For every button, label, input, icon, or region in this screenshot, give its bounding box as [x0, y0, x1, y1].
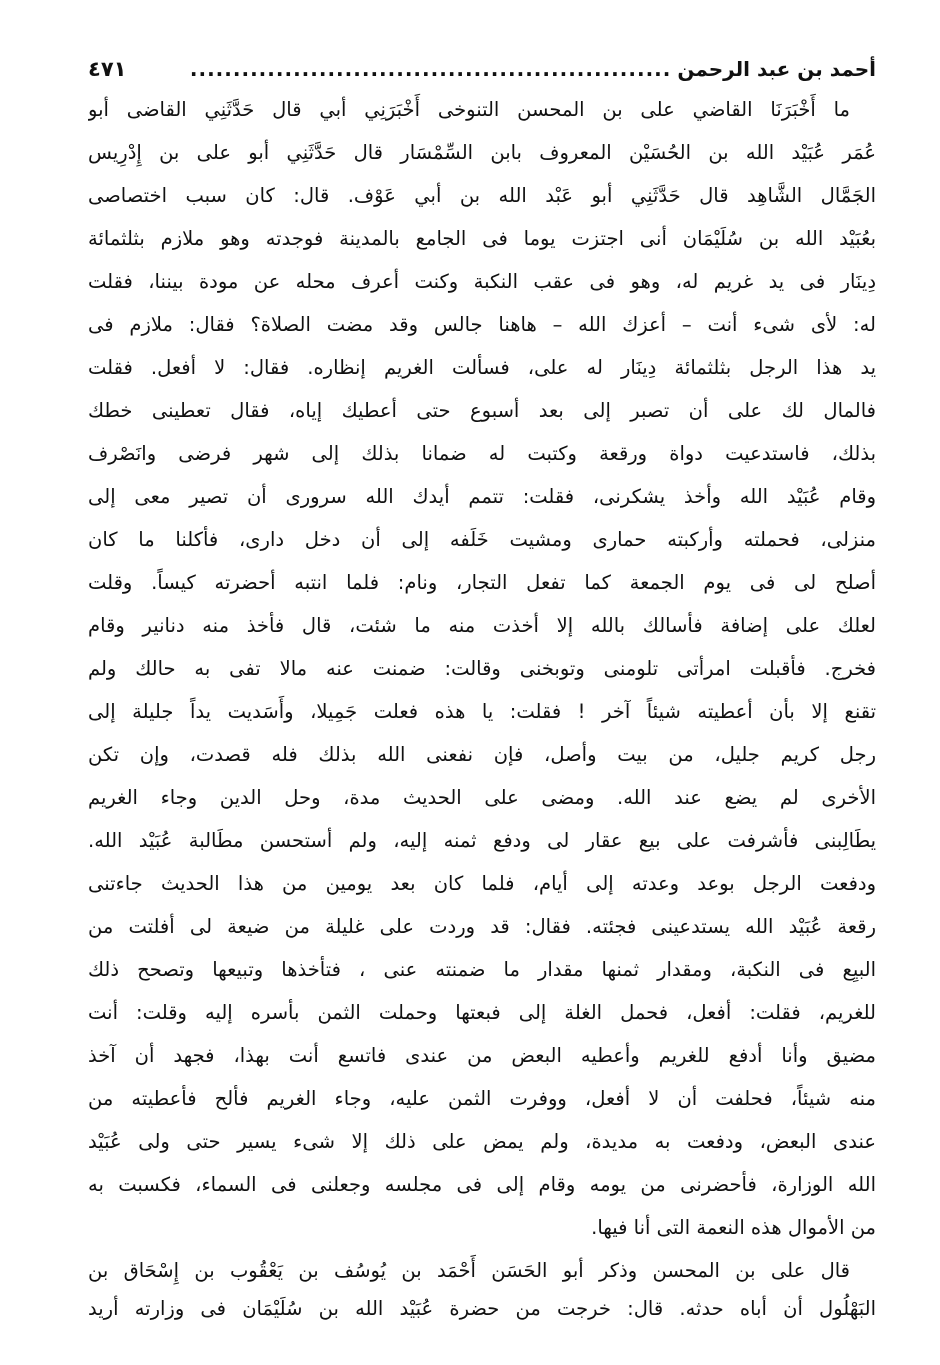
- text-line: البَهْلُول أن أباه حدثه. قال: خرجت من حضرة عُبَيْد الله بن سُلَيْمَان فى وزارته أريد: [88, 1297, 876, 1320]
- text-line: يد هذا الرجل بثلثمائة دِينَار له على، فسألت الغريم إنظاره. فقال: لا أفعل. فقلت: [88, 356, 876, 379]
- text-line: من الأموال هذه النعمة التى أنا فيها.: [591, 1216, 876, 1239]
- text-line: تقنع إلا بأن أعطيته شيئاً آخر ! فقلت: يا هذه فعلت جَمِيلا، وأَسَديت يداً جليلة إلى: [88, 700, 876, 723]
- text-line: ودفعت الرجل بوعد وعدته إلى أيام، فلما كان بعد يومين من هذا الحديث جاءتنى: [88, 872, 876, 895]
- text-line: أصلح لى فى يوم الجمعة كما تفعل التجار، ونام: فلما انتبه أحضرته كيساً. وقلت: [88, 571, 876, 594]
- paragraph-2: [88, 1252, 876, 1328]
- text-line: لعلك على إضافة فأسالك بالله إلا أخذت منه ما شئت، قال فأخذ منه دنانير وقام: [88, 614, 876, 637]
- running-title: أحمد بن عبد الرحمن: [677, 57, 876, 81]
- text-line: الأخرى لم يضع عند الله. ومضى على الحديث مدة، وحل الدين وجاء الغريم: [88, 786, 876, 809]
- text-line: فالمال لك على أن تصبر إلى بعد أسبوع حتى أعطيك إياه، فقال تعطينى خطك: [88, 399, 876, 422]
- text-line: مضيق وأنا أدفع للغريم وأعطيه البعض من عندى فاتسع أنت بهذا، فجهد أن آخذ: [88, 1044, 876, 1067]
- page-number: ٤٧١: [88, 57, 127, 81]
- paragraph-1: [88, 88, 876, 1249]
- text-line: يطَالِبنى فأشرفت على بيع عقار لى ودفع ثمنه إليه، ولم أستحسن مطَالبة عُبَيْد الله.: [88, 829, 876, 852]
- text-line: منه شيئاً، فحلفت أن لا أفعل، ووفرت الثمن عليه، وجاء الغريم فألح فأعطيته من: [88, 1087, 876, 1110]
- text-line: فخرج. فأقبلت امرأتى تلومنى وتوبخنى وقالت: ضمنت عنه مالا تفى به حالك ولم: [88, 657, 876, 680]
- text-line: وقام عُبَيْد الله وأخذ يشكرنى، فقلت: تتمم أيدك الله سرورى أن تصير معى إلى: [88, 485, 876, 508]
- leader-dots: ........................................................: [189, 57, 672, 81]
- text-line: بذلك، فاستدعيت دواة ورقعة وكتبت له ضمانا بذلك إلى شهر فرضى وانَصْرف: [88, 442, 876, 465]
- text-line: منزلى، فحملته وأركبته حمارى ومشيت خَلَفه إلى أن دخل دارى، فأكلنا ما كان: [88, 528, 876, 551]
- text-line: الله الوزارة، فأحضرنى من يومه وقام إلى فى مجلسه وجعلنى فى السماء، فكسبت به: [88, 1173, 876, 1196]
- running-header: [88, 52, 876, 86]
- text-line: رقعة عُبَيْد الله يستدعينى فجئته. فقال: قد وردت على غليلة من ضيعة لى أفلتت من: [88, 915, 876, 938]
- text-line: بعُبَيْد الله بن سُلَيْمَان أنى اجتزت يوما فى الجامع بالمدينة فوجدته وهو ملازم بثلثمائة: [88, 227, 876, 250]
- text-line: البيِع فى النكبة، ومقدار ثمنها مقدار ما ضمنته عنى ، فتأخذها وتبيعها وتصحح ذلك: [88, 958, 876, 981]
- text-line: له: لأى شىء أنت – أعزك الله – هاهنا جالس وقد مضت الصلاة؟ فقال: ملازم فى: [88, 313, 876, 336]
- text-line: للغريم، فقلت: أفعل، فحمل الغلة إلى فبعتها وحملت الثمن بأسره إليه وقلت: أنت: [88, 1001, 876, 1024]
- text-line: رجل كريم جليل، من بيت وأصل، فإن نفعنى الله بذلك فله قصدت، وإن تكن: [88, 743, 876, 766]
- text-line: قال على بن المحسن وذكر أبو الحَسَن أَحْمَد بن يُوسُف بن يَعْقُوب بن إِسْحَاق بن: [88, 1259, 850, 1282]
- text-line: ما أَخْبَرَنَا القاضي على بن المحسن التنوخى أَخْبَرَنِي أبي قال حَدَّثَنِي القاضى أبو: [88, 98, 850, 121]
- text-line: عُمَر عُبَيْد الله بن الحُسَيْن المعروف بابن السِّمْسَار قال حَدَّثَنِي أبو على بن إِدْرِيس: [88, 141, 876, 164]
- text-line: الجَمَّال الشَّاهِد قال حَدَّثَنِي أبو عَبْد الله بن أبي عَوْف. قال: كان سبب اختصاصى: [88, 184, 876, 207]
- text-line: دِينَار فى يد غريم له، وهو فى عقب النكبة وكنت أعرف محله عن مودة بيننا، فقلت: [88, 270, 876, 293]
- text-line: عندى البعض، ودفعت به مديدة، ولم يمض على ذلك إلا شىء يسير حتى ولى عُبَيْد: [88, 1130, 876, 1153]
